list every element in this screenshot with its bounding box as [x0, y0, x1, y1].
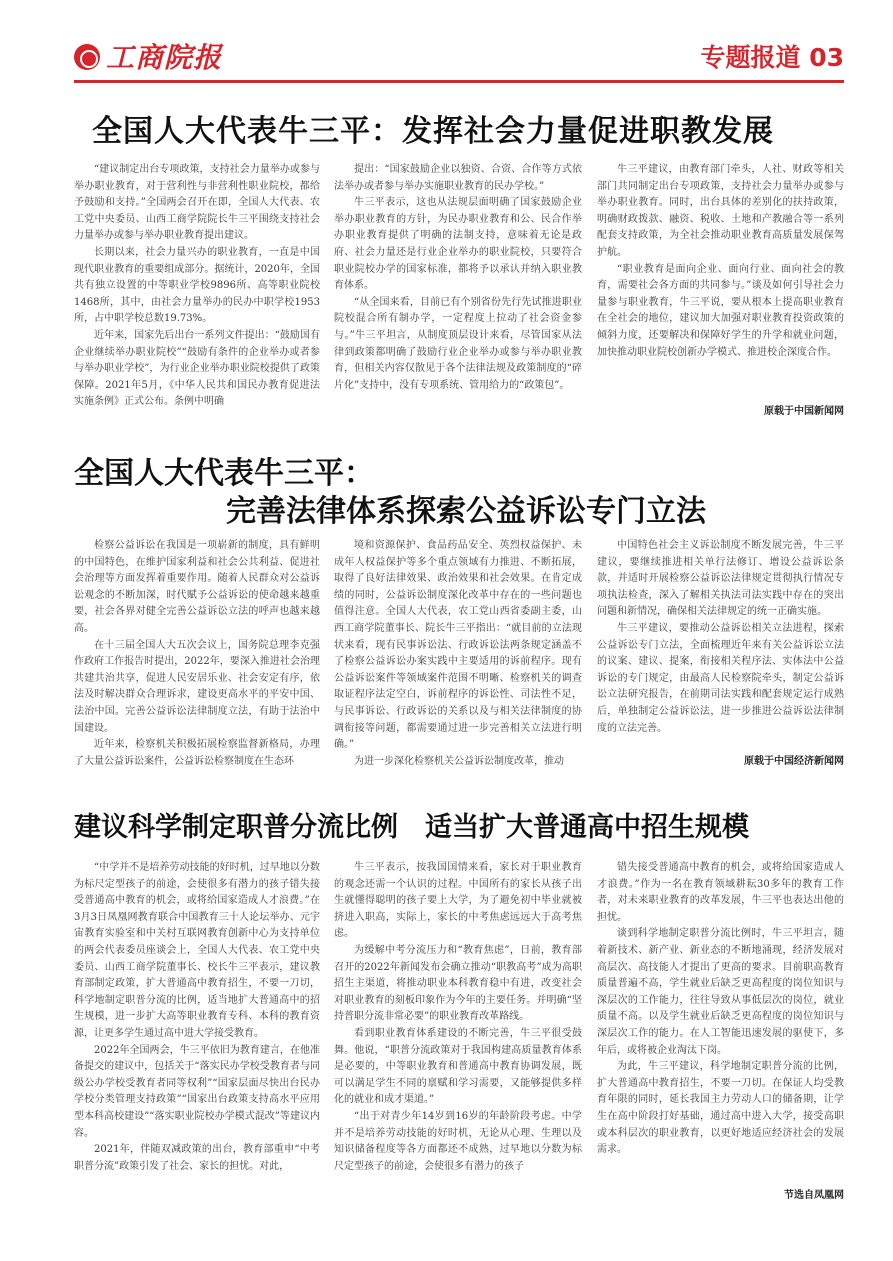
paragraph: “职业教育是面向企业、面向行业、面向社会的教育，需要社会各方面的共同参与。”谈及如何引导社会力量参与职业教育，牛三平说，要从根本上提高职业教育在全社会的地位，建议加大加强对职业教育投资政策的倾斜力度，还要解决和保障好学生的升学和就业问题，加快推动职业院校创新办学模式、推进校企深度合作。	[597, 263, 844, 358]
paragraph: 牛三平建议，由教育部门牵头，人社、财政等相关部门共同制定出台专项政策，支持社会力量举办或参与举办职业教育。同时，出台具体的差别化的扶持政策，明确财政拨款、融资、税收、土地和产教融合等一系列配套支持政策，为全社会推动职业教育高质量发展保驾护航。	[597, 164, 844, 258]
paragraph: 提出：“国家鼓励企业以独资、合资、合作等方式依法举办或者参与举办实施职业教育的民办学校。”	[334, 164, 582, 192]
header-rule	[74, 80, 844, 83]
article2-column-1	[74, 538, 320, 770]
paragraph: 2021年，伴随双减政策的出台，教育部重申“中考职普分流”政策引发了社会、家长的担忧。对此，	[74, 1144, 320, 1172]
paragraph: 2022年全国两会，牛三平依旧为教育建言，在他准备提交的建议中，包括关于“落实民办学校受教育者与同级公办学校受教育者同等权利”“国家层面尽快出台民办学校分类管理支持政策”“国家出台政策支持高水平应用型本科高校建设”“落实职业院校办学模式混改”等建议内容。	[74, 1044, 320, 1139]
paragraph: 为进一步深化检察机关公益诉讼制度改革，推动	[354, 755, 564, 767]
paragraph: 在十三届全国人大五次会议上，国务院总理李克强作政府工作报告时提出，2022年，要深入推进社会治理共建共治共享，促进人民安居乐业、社会安定有序，依法及时解决群众合理诉求，建设更高水平的平安中国、法治中国。完善公益诉讼法律制度立法，有助于法治中国建设。	[74, 639, 320, 734]
article2-column-3	[597, 538, 844, 750]
section-label: 专题报道 03	[700, 43, 844, 72]
article1-column-3	[597, 162, 844, 394]
paragraph: “从全国来看，目前已有个别省份先行先试推进职业院校混合所有制办学，一定程度上拉动了社会资金参与。”牛三平坦言，从制度顶层设计来看，尽管国家从法律到政策都明确了鼓励行业企业举办或参与举办职业教育，但相关内容仅散见于各个法律法规及政策制度的“碎片化”支持中，没有专项系统、管用给力的“政策包”。	[334, 296, 582, 391]
paragraph: “出于对青少年14岁到16岁的年龄阶段考虑。中学并不是培养劳动技能的好时机，无论从心理、生理以及知识储备程度等各方面都还不成熟，过早地以分数为标尺定型孩子的前途，会使很多有潜力的孩子	[334, 1110, 582, 1172]
article1-column-2	[334, 162, 582, 436]
paragraph: 牛三平表示，按我国国情来看，家长对于职业教育的观念还需一个认识的过程。中国所有的家长从孩子出生就懂得聪明的孩子要上大学，为了避免初中毕业就被挤进入职高，实际上，家长的中考焦虑远远大于高考焦虑。	[334, 862, 582, 940]
article3-title: 建议科学制定职普分流比例 适当扩大普通高中招生规模	[74, 812, 749, 843]
paragraph: “中学并不是培养劳动技能的好时机，过早地以分数为标尺定型孩子的前途，会使很多有潜力的孩子错失接受普通高中教育的机会，或将给国家造成人才浪费。”在3月3日凤凰网教育联合中国教育三十人论坛举办、元宇宙教育实验室和中关村互联网教育创新中心为支持单位的两会代表委员座谈会上，全国人大代表、农工党中央委员、山西工商学院董事长、校长牛三平表示，建议教育部制定政策，扩大普通高中教育招生，不要一刀切，科学地制定职普分流的比例，适当地扩大普通高中的招生规模，进一步扩大高等职业教育专科、本科的教育资源，让更多学生通过高中进大学接受教育。	[74, 862, 320, 1039]
college-seal-icon	[74, 44, 100, 70]
article2-source: 原载于中国经济新闻网	[744, 756, 844, 767]
article2-title-line1: 全国人大代表牛三平：	[74, 456, 374, 491]
paragraph: 谈到科学地制定职普分流比例时，牛三平坦言，随着新技术、新产业、新业态的不断地涌现，经济发展对高层次、高技能人才提出了更高的要求。目前职高教育质量普遍不高，学生就业后缺乏更高程度的岗位知识与深层次的工作能力，往往导致从事低层次的岗位，就业质量不高。以及学生就业后缺乏更高程度的岗位知识与深层次工作的能力。在人工智能迅速发展的驱使下，多年后，或将被企业淘汰下岗。	[597, 928, 844, 1056]
paragraph: 看到职业教育体系建设的不断完善，牛三平很受鼓舞。他说，“职普分流政策对于我国构建高质量教育体系是必要的，中等职业教育和普通高中教育协调发展，既可以满足学生不同的禀赋和学习需要，又能够提供多样化的就业和成才渠道。”	[334, 1027, 582, 1106]
masthead	[74, 40, 844, 78]
article3-column-1	[74, 860, 320, 1232]
paragraph: 近年来，国家先后出台一系列文件提出：“鼓励国有企业继续举办职业院校”“鼓励有条件的企业举办或者参与举办职业学校”，为行业企业举办职业院校提供了政策保障。2021年5月，《中华人民共和国民办教育促进法实施条例》正式公布。条例中明确	[74, 329, 320, 408]
paragraph: “建议制定出台专项政策，支持社会力量举办或参与举办职业教育，对于营利性与非营利性职业院校，都给予鼓励和支持。”全国两会召开在即，全国人大代表、农工党中央委员、山西工商学院院长牛三平围绕支持社会力量举办或参与举办职业教育提出建议。	[74, 164, 320, 242]
article2-column-2	[334, 538, 582, 788]
paragraph: 牛三平建议，要推动公益诉讼相关立法进程，探索公益诉讼专门立法，全面梳理近年来有关公益诉讼立法的议案、建议、提案，衔接相关程序法、实体法中公益诉讼的专门规定，由最高人民检察院牵头，制定公益诉讼立法研究报告，在前期司法实践和配套规定运行成熟后，单独制定公益诉讼法，进一步推进公益诉讼法律制度的立法完善。	[597, 622, 844, 734]
paper-name: 工商院报	[106, 41, 223, 74]
article3-column-3	[597, 860, 844, 1178]
paragraph: 牛三平表示，这也从法规层面明确了国家鼓励企业举办职业教育的方针，为民办职业教育和公、民合作举办职业教育提供了明确的法制支持，意味着无论是政府、社会力量还是行业企业举办的职业院校，只要符合职业院校办学的国家标准，都将予以承认并纳入职业教育体系。	[334, 197, 582, 292]
article2-title-line2: 完善法律体系探索公益诉讼专门立法	[226, 494, 706, 529]
article1-source: 原载于中国新闻网	[764, 406, 844, 417]
article3-column-2	[334, 860, 582, 1232]
paragraph: 为缓解中考分流压力和“教育焦虑”，日前，教育部召开的2022年新闻发布会确立推动“职教高考”成为高职招生主渠道，将推动职业本科教育稳中有进，改变社会对职业教育的刻板印象作为今年的主要任务。并明确“坚持普职分流非常必要”的职业教育改革路线。	[334, 944, 582, 1023]
paragraph: 检察公益诉讼在我国是一项崭新的制度，具有鲜明的中国特色，在维护国家利益和社会公共利益、促进社会治理等方面发挥着重要作用。随着人民群众对公益诉讼观念的不断加深，时代赋予公益诉讼的使命越来越重要，社会各界对健全完善公益诉讼立法的呼声也越来越高。	[74, 540, 320, 634]
paragraph: 为此，牛三平建议，科学地制定职普分流的比例，扩大普通高中教育招生，不要一刀切。在保证人均受教育年限的同时，延长我国主力劳动人口的储备期，让学生在高中阶段打好基础，通过高中进入大学，接受高职或本科层次的职业教育，以更好地适应经济社会的发展需求。	[597, 1061, 844, 1156]
article1-title: 全国人大代表牛三平：发挥社会力量促进职教发展	[92, 114, 774, 149]
article3-source: 节选自凤凰网	[784, 1190, 844, 1201]
paragraph: 境和资源保护、食品药品安全、英烈权益保护、未成年人权益保护等多个重点领域有力推进、不断拓展，取得了良好法律效果、政治效果和社会效果。在肯定成绩的同时，公益诉讼制度深化改革中存在的一些问题也值得注意。全国人大代表，农工党山西省委副主委，山西工商学院董事长、院长牛三平指出：“就目前的立法现状来看，现有民事诉讼法、行政诉讼法两条规定涵盖不了检察公益诉讼办案实践中主要适用的诉前程序。现有公益诉讼案件等领域案件范围不明晰、检察机关的调查取证程序法定空白，诉前程序的诉讼性、司法性不足，与民事诉讼、行政诉讼的关系以及与相关法律制度的协调衔接等问题，都需要通过进一步完善相关立法进行明确。”	[334, 540, 582, 751]
paragraph: 长期以来，社会力量兴办的职业教育，一直是中国现代职业教育的重要组成部分。据统计，2020年，全国共有独立设置的中等职业学校9896所、高等职业院校1468所，其中，由社会力量举办的民办中职学校1953所，占中职学校总数19.73%。	[74, 246, 320, 325]
paragraph: 中国特色社会主义诉讼制度不断发展完善，牛三平建议，要继续推进相关单行法修订、增设公益诉讼条款，并适时开展检察公益诉讼法律规定贯彻执行情况专项执法检查，深入了解相关执法司法实践中存在的突出问题和新情况，确保相关法律规定的统一正确实施。	[597, 540, 844, 618]
article1-column-1	[74, 162, 320, 436]
paragraph: 错失接受普通高中教育的机会，或将给国家造成人才浪费。”作为一名在教育领域耕耘30多年的教育工作者，对未来职业教育的改革发展，牛三平也表达出他的担忧。	[597, 862, 844, 923]
paragraph: 近年来，检察机关积极拓展检察监督新格局，办理了大量公益诉讼案件，公益诉讼检察制度在生态环	[74, 739, 320, 767]
